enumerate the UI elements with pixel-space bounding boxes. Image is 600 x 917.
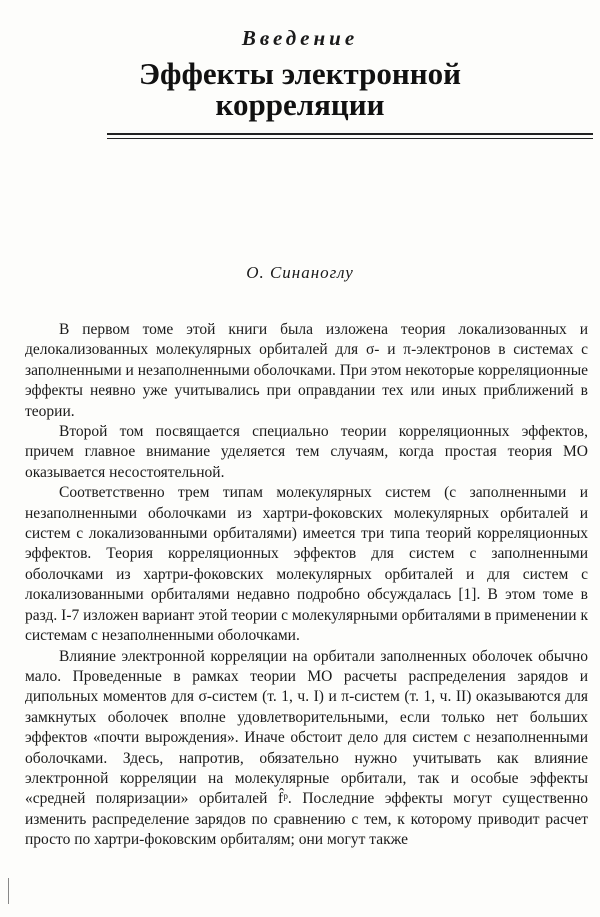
author-name: О. Синаноглу [246,263,354,282]
chapter-title-line-1: Эффекты электронной [138,56,461,91]
paragraph: Соответственно трем типам молекулярных систем (с заполненными и незаполненными оболочками из хартри-фоковских молекулярных орбиталей и систем с локализованными орбиталями) имеется три типа теорий корреляционных эффектов. Теория корреляционных эффектов для систем с заполненными оболочками из хартри-фоковских молекулярных орбиталей и для систем с локализованными орбиталями недавно подробно обсуждалась [1]. В этом томе в разд. I-7 изложен вариант этой теории с молекулярными орбиталями в применении к системам с незаполненными оболочками. [25,484,588,645]
page-edge-mark [8,878,9,904]
title-rule-thin [107,138,593,139]
title-rule-thick [107,133,593,135]
paragraph: В первом томе этой книги была изложена теория локализованных и делокализованных молекулярных орбиталей для σ- и π-электронов в системах с заполненными и незаполненными оболочками. При этом некоторые корреляционные эффекты неявно уже учитывались при оправдании тех или иных приближений в теории. [25,321,588,420]
section-label: Введение [241,26,359,50]
body-text [25,320,588,851]
chapter-title [0,58,600,120]
chapter-title-line-2: корреляции [215,87,385,122]
paragraph: Влияние электронной корреляции на орбитали заполненных оболочек обычно мало. Проведенные в рамках теории МО расчеты распределения зарядов и дипольных моментов для σ-систем (т. 1, ч. I) и π-систем (т. 1, ч. II) оказываются для замкнутых оболочек вполне удовлетворительными, если только нет больших эффектов «почти вырождения». Иначе обстоит дело для систем с незаполненными оболочками. Здесь, напротив, обязательно нужно учитывать как влияние электронной корреляции на молекулярные орбитали, так и особые эффекты «средней поляризации» орбиталей f̂ᵖ. Последние эффекты могут существенно изменить распределение зарядов по сравнению с тем, к которому приводит расчет просто по хартри-фоковским орбиталям; они могут также [25,647,588,849]
paragraph: Второй том посвящается специально теории корреляционных эффектов, причем главное внимание уделяется тем случаям, когда простая теория МО оказывается несостоятельной. [25,423,588,481]
